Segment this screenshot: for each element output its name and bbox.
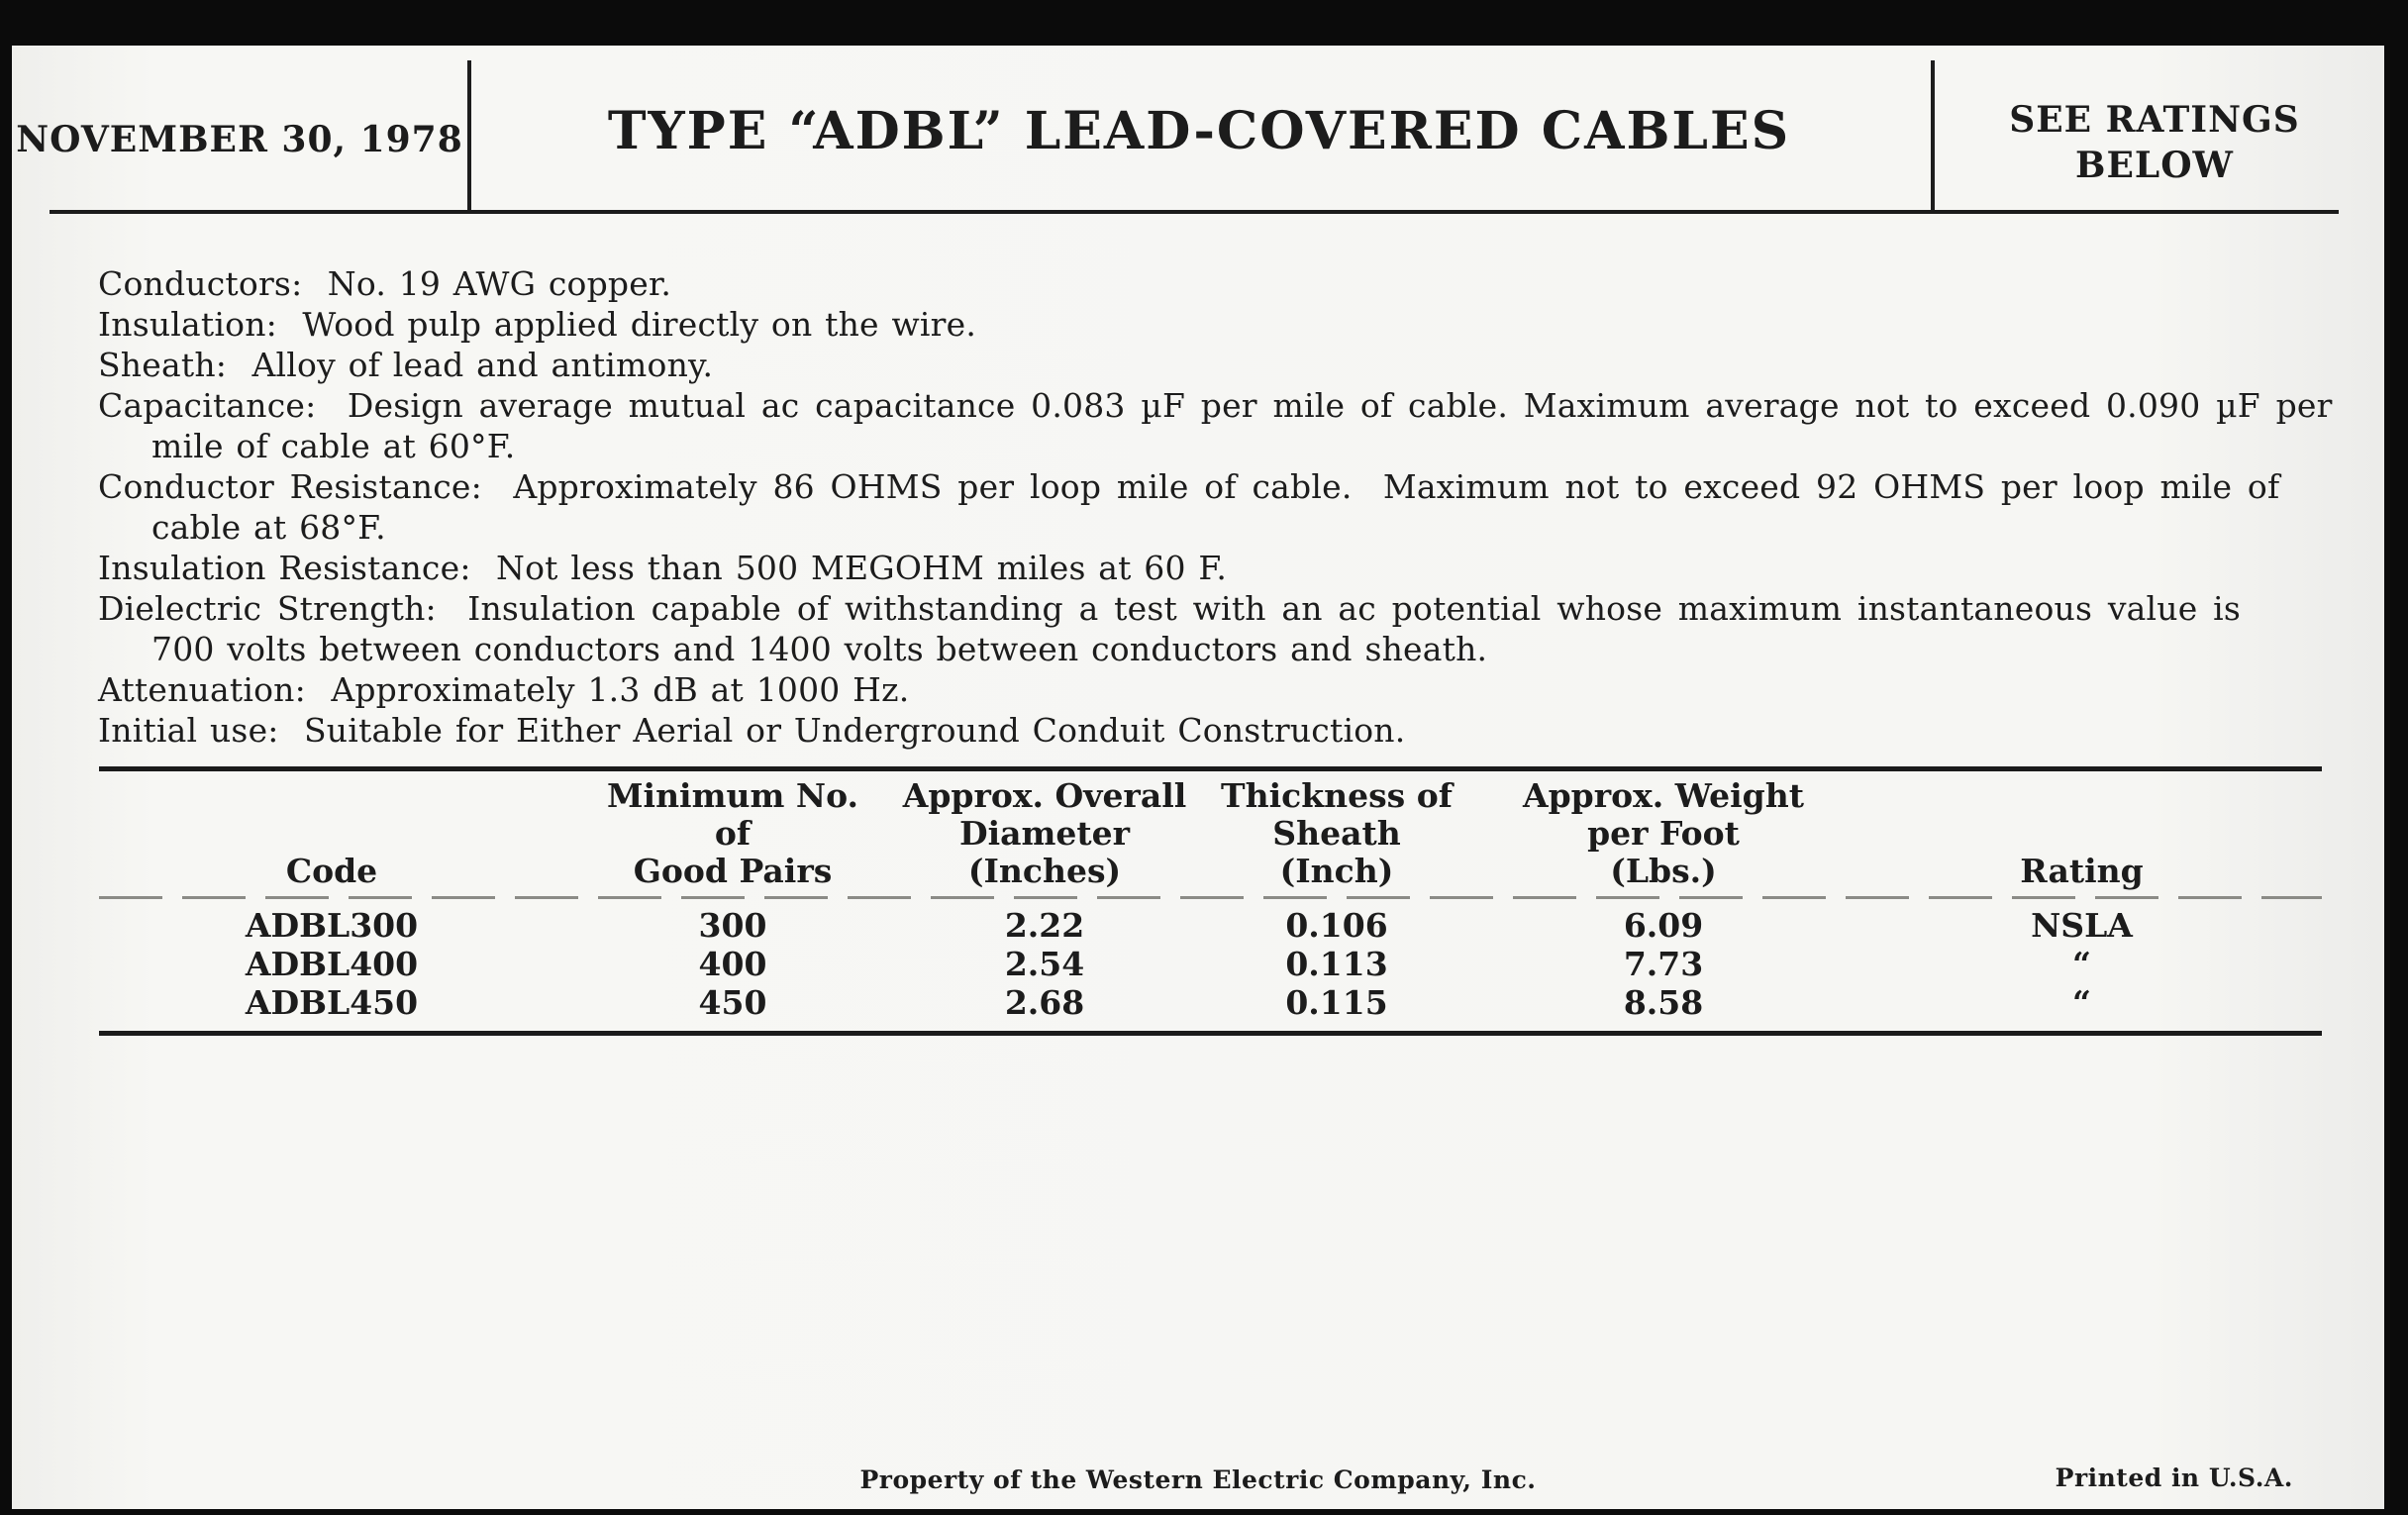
spec-capacitance-continuation: mile of cable at 60°F.: [151, 427, 516, 465]
cell-weight: 8.58: [1623, 983, 1704, 1022]
column-header-weight: Approx. Weight per Foot (Lbs.): [1522, 776, 1804, 890]
cell-code: ADBL400: [245, 945, 419, 983]
spec-sheath: Sheath: Alloy of lead and antimony.: [98, 346, 714, 384]
table-row: [99, 983, 2322, 1022]
cell-rating: NSLA: [2031, 906, 2133, 945]
document-date: NOVEMBER 30, 1978: [16, 119, 463, 160]
table-body: [99, 899, 2322, 1031]
table-bottom-rule: [99, 1031, 2322, 1036]
spec-dielectric-strength: Dielectric Strength: Insulation capable of withstanding a test with an ac potential whose maximum instantaneous value is: [98, 589, 2242, 628]
cell-pairs: 400: [698, 945, 767, 983]
header-bottom-rule: [50, 210, 2339, 214]
spec-conductor-resistance-continuation: cable at 68°F.: [151, 508, 386, 547]
ratings-note: [1931, 97, 2378, 188]
ratings-note-line1: SEE RATINGS: [2009, 99, 2300, 141]
cell-weight: 6.09: [1623, 906, 1704, 945]
document-page: [12, 46, 2384, 1509]
cell-sheath: 0.115: [1285, 983, 1388, 1022]
table-row: [99, 945, 2322, 983]
spec-attenuation: Attenuation: Approximately 1.3 dB at 1000 Hz.: [98, 670, 910, 709]
spec-insulation-resistance: Insulation Resistance: Not less than 500 MEGOHM miles at 60 F.: [98, 549, 1228, 587]
spec-conductor-resistance: Conductor Resistance: Approximately 86 OHMS per loop mile of cable. Maximum not to exceed 92 OHMS per loop mile of: [98, 467, 2280, 506]
ratings-note-line2: BELOW: [2075, 145, 2234, 186]
cell-rating-ditto: “: [2072, 983, 2091, 1022]
cell-pairs: 450: [698, 983, 767, 1022]
document-title: TYPE “ADBL” LEAD-COVERED CABLES: [607, 101, 1791, 161]
column-header-rating: Rating: [2020, 852, 2144, 890]
column-header-diameter: Approx. Overall Diameter (Inches): [902, 776, 1187, 890]
cell-diameter: 2.68: [1004, 983, 1085, 1022]
cell-diameter: 2.54: [1004, 945, 1085, 983]
ratings-table: [99, 766, 2322, 1036]
column-header-code: Code: [285, 852, 378, 890]
table-row: [99, 906, 2322, 945]
footer-property-note: Property of the Western Electric Company, Inc.: [859, 1465, 1537, 1494]
spec-insulation: Insulation: Wood pulp applied directly on the wire.: [98, 305, 977, 344]
cell-pairs: 300: [698, 906, 767, 945]
cell-weight: 7.73: [1623, 945, 1704, 983]
cell-sheath: 0.113: [1285, 945, 1388, 983]
cell-sheath: 0.106: [1285, 906, 1388, 945]
spec-capacitance: Capacitance: Design average mutual ac capacitance 0.083 µF per mile of cable. Maximum average not to exceed 0.090 µF per: [98, 386, 2333, 425]
spec-dielectric-strength-continuation: 700 volts between conductors and 1400 volts between conductors and sheath.: [151, 630, 1488, 668]
cell-rating-ditto: “: [2072, 945, 2091, 983]
column-header-sheath-thickness: Thickness of Sheath (Inch): [1221, 776, 1453, 890]
cell-diameter: 2.22: [1004, 906, 1085, 945]
spec-conductors: Conductors: No. 19 AWG copper.: [98, 264, 672, 303]
footer-printed-note: Printed in U.S.A.: [2055, 1464, 2293, 1492]
column-header-good-pairs: Minimum No. of Good Pairs: [607, 776, 858, 890]
cell-code: ADBL450: [245, 983, 419, 1022]
table-header-row: [99, 771, 2322, 896]
spec-list: [98, 263, 2375, 751]
cell-code: ADBL300: [245, 906, 419, 945]
spec-initial-use: Initial use: Suitable for Either Aerial or Underground Conduit Construction.: [98, 711, 1406, 750]
